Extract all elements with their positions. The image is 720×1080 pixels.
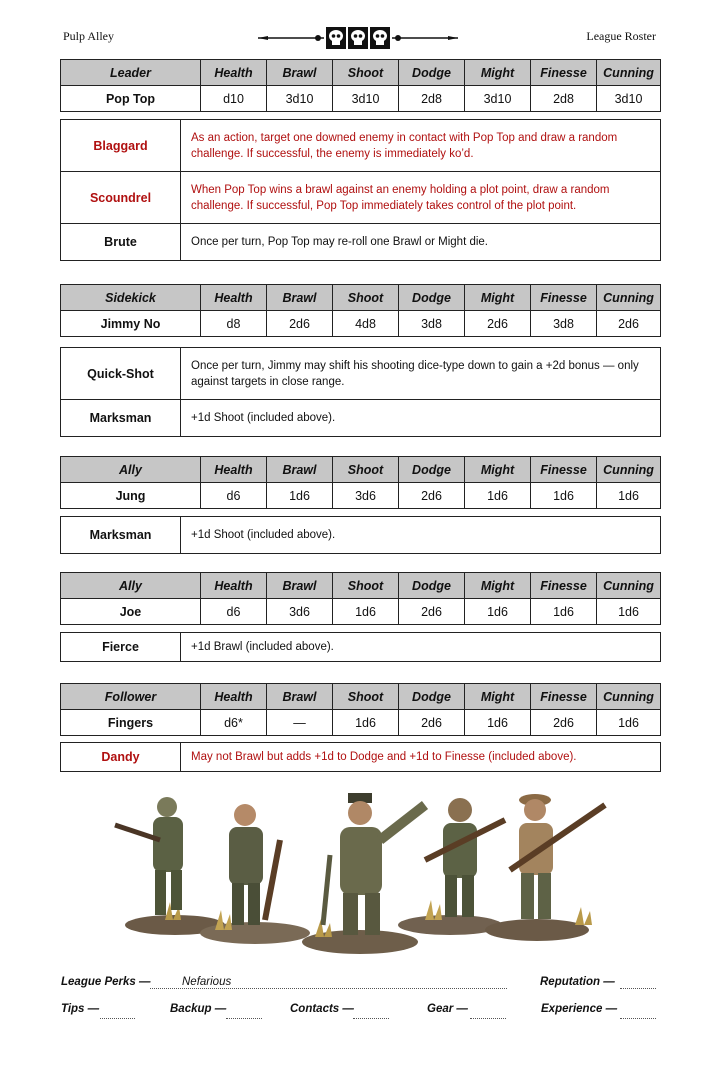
stat-value: 2d6 <box>267 311 333 337</box>
stat-value: d8 <box>201 311 267 337</box>
stat-value: 1d6 <box>597 483 661 509</box>
ability-name: Marksman <box>61 400 181 437</box>
ability-text: When Pop Top wins a brawl against an enemy holding a plot point, draw a random challenge. If successful, Pop Top immediately takes control of the plot point. <box>181 172 661 224</box>
character-name: Pop Top <box>61 86 201 112</box>
stat-header: Brawl <box>267 60 333 86</box>
backup-label: Backup — <box>170 1003 227 1015</box>
stat-value: 2d6 <box>531 710 597 736</box>
stat-value: 1d6 <box>333 710 399 736</box>
ability-row <box>61 172 661 224</box>
ability-text: May not Brawl but adds +1d to Dodge and +1d to Finesse (included above). <box>181 743 661 772</box>
ability-row <box>61 348 661 400</box>
role-label: Ally <box>61 457 201 483</box>
stat-header: Health <box>201 684 267 710</box>
stat-value-row <box>61 86 661 112</box>
stat-header: Shoot <box>333 457 399 483</box>
character-name: Joe <box>61 599 201 625</box>
header-title-right: League Roster <box>586 29 656 43</box>
stat-value: 1d6 <box>465 599 531 625</box>
stat-header: Finesse <box>531 60 597 86</box>
stat-value: 3d8 <box>399 311 465 337</box>
miniatures-photo <box>105 785 615 960</box>
character-name: Jimmy No <box>61 311 201 337</box>
role-label: Leader <box>61 60 201 86</box>
character-name: Fingers <box>61 710 201 736</box>
stat-header: Cunning <box>597 457 661 483</box>
stat-header: Shoot <box>333 285 399 311</box>
stat-header: Cunning <box>597 573 661 599</box>
ability-name: Blaggard <box>61 120 181 172</box>
stat-header: Finesse <box>531 457 597 483</box>
stat-header: Brawl <box>267 684 333 710</box>
stat-value-row <box>61 710 661 736</box>
stat-value-row <box>61 311 661 337</box>
gear-line <box>470 1018 506 1019</box>
stat-value: 1d6 <box>465 483 531 509</box>
skull-icon <box>326 27 346 49</box>
experience-label: Experience — <box>541 1003 618 1015</box>
contacts-line <box>353 1018 389 1019</box>
stat-header: Dodge <box>399 684 465 710</box>
ability-row <box>61 633 661 662</box>
header-title-left: Pulp Alley <box>63 29 115 43</box>
stat-value: d6* <box>201 710 267 736</box>
leader-abilities-table <box>60 119 661 261</box>
stat-header: Dodge <box>399 457 465 483</box>
role-label: Ally <box>61 573 201 599</box>
stat-header: Health <box>201 573 267 599</box>
ability-row <box>61 224 661 261</box>
ability-name: Dandy <box>61 743 181 772</box>
stat-value: d6 <box>201 599 267 625</box>
tips-line <box>100 1018 135 1019</box>
stat-header-row <box>61 457 661 483</box>
stat-header: Health <box>201 457 267 483</box>
stat-value: 1d6 <box>333 599 399 625</box>
stat-value: — <box>267 710 333 736</box>
skull-icon <box>348 27 368 49</box>
stat-header-row <box>61 684 661 710</box>
stat-value: 2d6 <box>597 311 661 337</box>
ability-text: Once per turn, Jimmy may shift his shooting dice-type down to gain a +2d bonus — only against targets in close range. <box>181 348 661 400</box>
stat-header: Brawl <box>267 285 333 311</box>
stat-header: Might <box>465 60 531 86</box>
skull-ornament <box>258 24 458 52</box>
stat-value: 3d10 <box>465 86 531 112</box>
experience-line <box>620 1018 656 1019</box>
stat-header: Might <box>465 285 531 311</box>
stat-value: 2d6 <box>399 483 465 509</box>
stat-value: 3d6 <box>267 599 333 625</box>
stat-value-row <box>61 599 661 625</box>
league-perks-label: League Perks — <box>61 976 151 988</box>
leader-stat-table <box>60 59 661 112</box>
stat-value-row <box>61 483 661 509</box>
follower-abilities-table <box>60 742 661 772</box>
contacts-label: Contacts — <box>290 1003 354 1015</box>
stat-value: 2d6 <box>465 311 531 337</box>
stat-header: Cunning <box>597 684 661 710</box>
stat-value: 3d10 <box>597 86 661 112</box>
stat-header: Cunning <box>597 285 661 311</box>
gear-label: Gear — <box>427 1003 468 1015</box>
league-perks-value: Nefarious <box>182 976 232 988</box>
stat-header: Dodge <box>399 573 465 599</box>
stat-header-row <box>61 60 661 86</box>
ally-joe-stat-table <box>60 572 661 625</box>
stat-header: Might <box>465 573 531 599</box>
sidekick-abilities-table <box>60 347 661 437</box>
ability-row <box>61 743 661 772</box>
backup-line <box>226 1018 262 1019</box>
stat-value: 2d6 <box>399 599 465 625</box>
ability-name: Marksman <box>61 517 181 554</box>
stat-value: 1d6 <box>465 710 531 736</box>
stat-value: 2d8 <box>531 86 597 112</box>
stat-header: Finesse <box>531 285 597 311</box>
stat-header: Shoot <box>333 60 399 86</box>
stat-value: 2d6 <box>399 710 465 736</box>
stat-value: d10 <box>201 86 267 112</box>
stat-header: Dodge <box>399 60 465 86</box>
stat-header: Finesse <box>531 684 597 710</box>
ability-row <box>61 517 661 554</box>
stat-value: 3d6 <box>333 483 399 509</box>
ability-name: Fierce <box>61 633 181 662</box>
reputation-label: Reputation — <box>540 976 615 988</box>
stat-header: Shoot <box>333 684 399 710</box>
ability-row <box>61 120 661 172</box>
follower-stat-table <box>60 683 661 736</box>
stat-header: Dodge <box>399 285 465 311</box>
stat-header: Health <box>201 285 267 311</box>
stat-value: 1d6 <box>597 599 661 625</box>
stat-value: 1d6 <box>267 483 333 509</box>
stat-value: 1d6 <box>531 483 597 509</box>
tips-label: Tips — <box>61 1003 100 1015</box>
stat-value: 1d6 <box>531 599 597 625</box>
ability-name: Brute <box>61 224 181 261</box>
stat-header: Might <box>465 684 531 710</box>
stat-value: 3d8 <box>531 311 597 337</box>
league-perks-line <box>150 988 507 989</box>
ability-row <box>61 400 661 437</box>
ally-joe-abilities-table <box>60 632 661 662</box>
ally-jung-abilities-table <box>60 516 661 554</box>
stat-value: 3d10 <box>267 86 333 112</box>
reputation-line <box>620 988 656 989</box>
sidekick-stat-table <box>60 284 661 337</box>
stat-value: 2d8 <box>399 86 465 112</box>
stat-header-row <box>61 285 661 311</box>
stat-value: d6 <box>201 483 267 509</box>
stat-header: Brawl <box>267 573 333 599</box>
stat-header: Finesse <box>531 573 597 599</box>
character-name: Jung <box>61 483 201 509</box>
stat-header: Cunning <box>597 60 661 86</box>
stat-header: Might <box>465 457 531 483</box>
stat-value: 4d8 <box>333 311 399 337</box>
stat-value: 3d10 <box>333 86 399 112</box>
stat-header: Shoot <box>333 573 399 599</box>
ability-text: As an action, target one downed enemy in contact with Pop Top and draw a random challenge. If successful, the enemy is immediately ko’d. <box>181 120 661 172</box>
stat-header-row <box>61 573 661 599</box>
ability-name: Scoundrel <box>61 172 181 224</box>
ability-text: +1d Shoot (included above). <box>181 517 661 554</box>
skull-icon <box>370 27 390 49</box>
stat-value: 1d6 <box>597 710 661 736</box>
ally-jung-stat-table <box>60 456 661 509</box>
ability-text: +1d Brawl (included above). <box>181 633 661 662</box>
ability-name: Quick-Shot <box>61 348 181 400</box>
stat-header: Health <box>201 60 267 86</box>
role-label: Sidekick <box>61 285 201 311</box>
role-label: Follower <box>61 684 201 710</box>
ability-text: Once per turn, Pop Top may re-roll one Brawl or Might die. <box>181 224 661 261</box>
ability-text: +1d Shoot (included above). <box>181 400 661 437</box>
stat-header: Brawl <box>267 457 333 483</box>
